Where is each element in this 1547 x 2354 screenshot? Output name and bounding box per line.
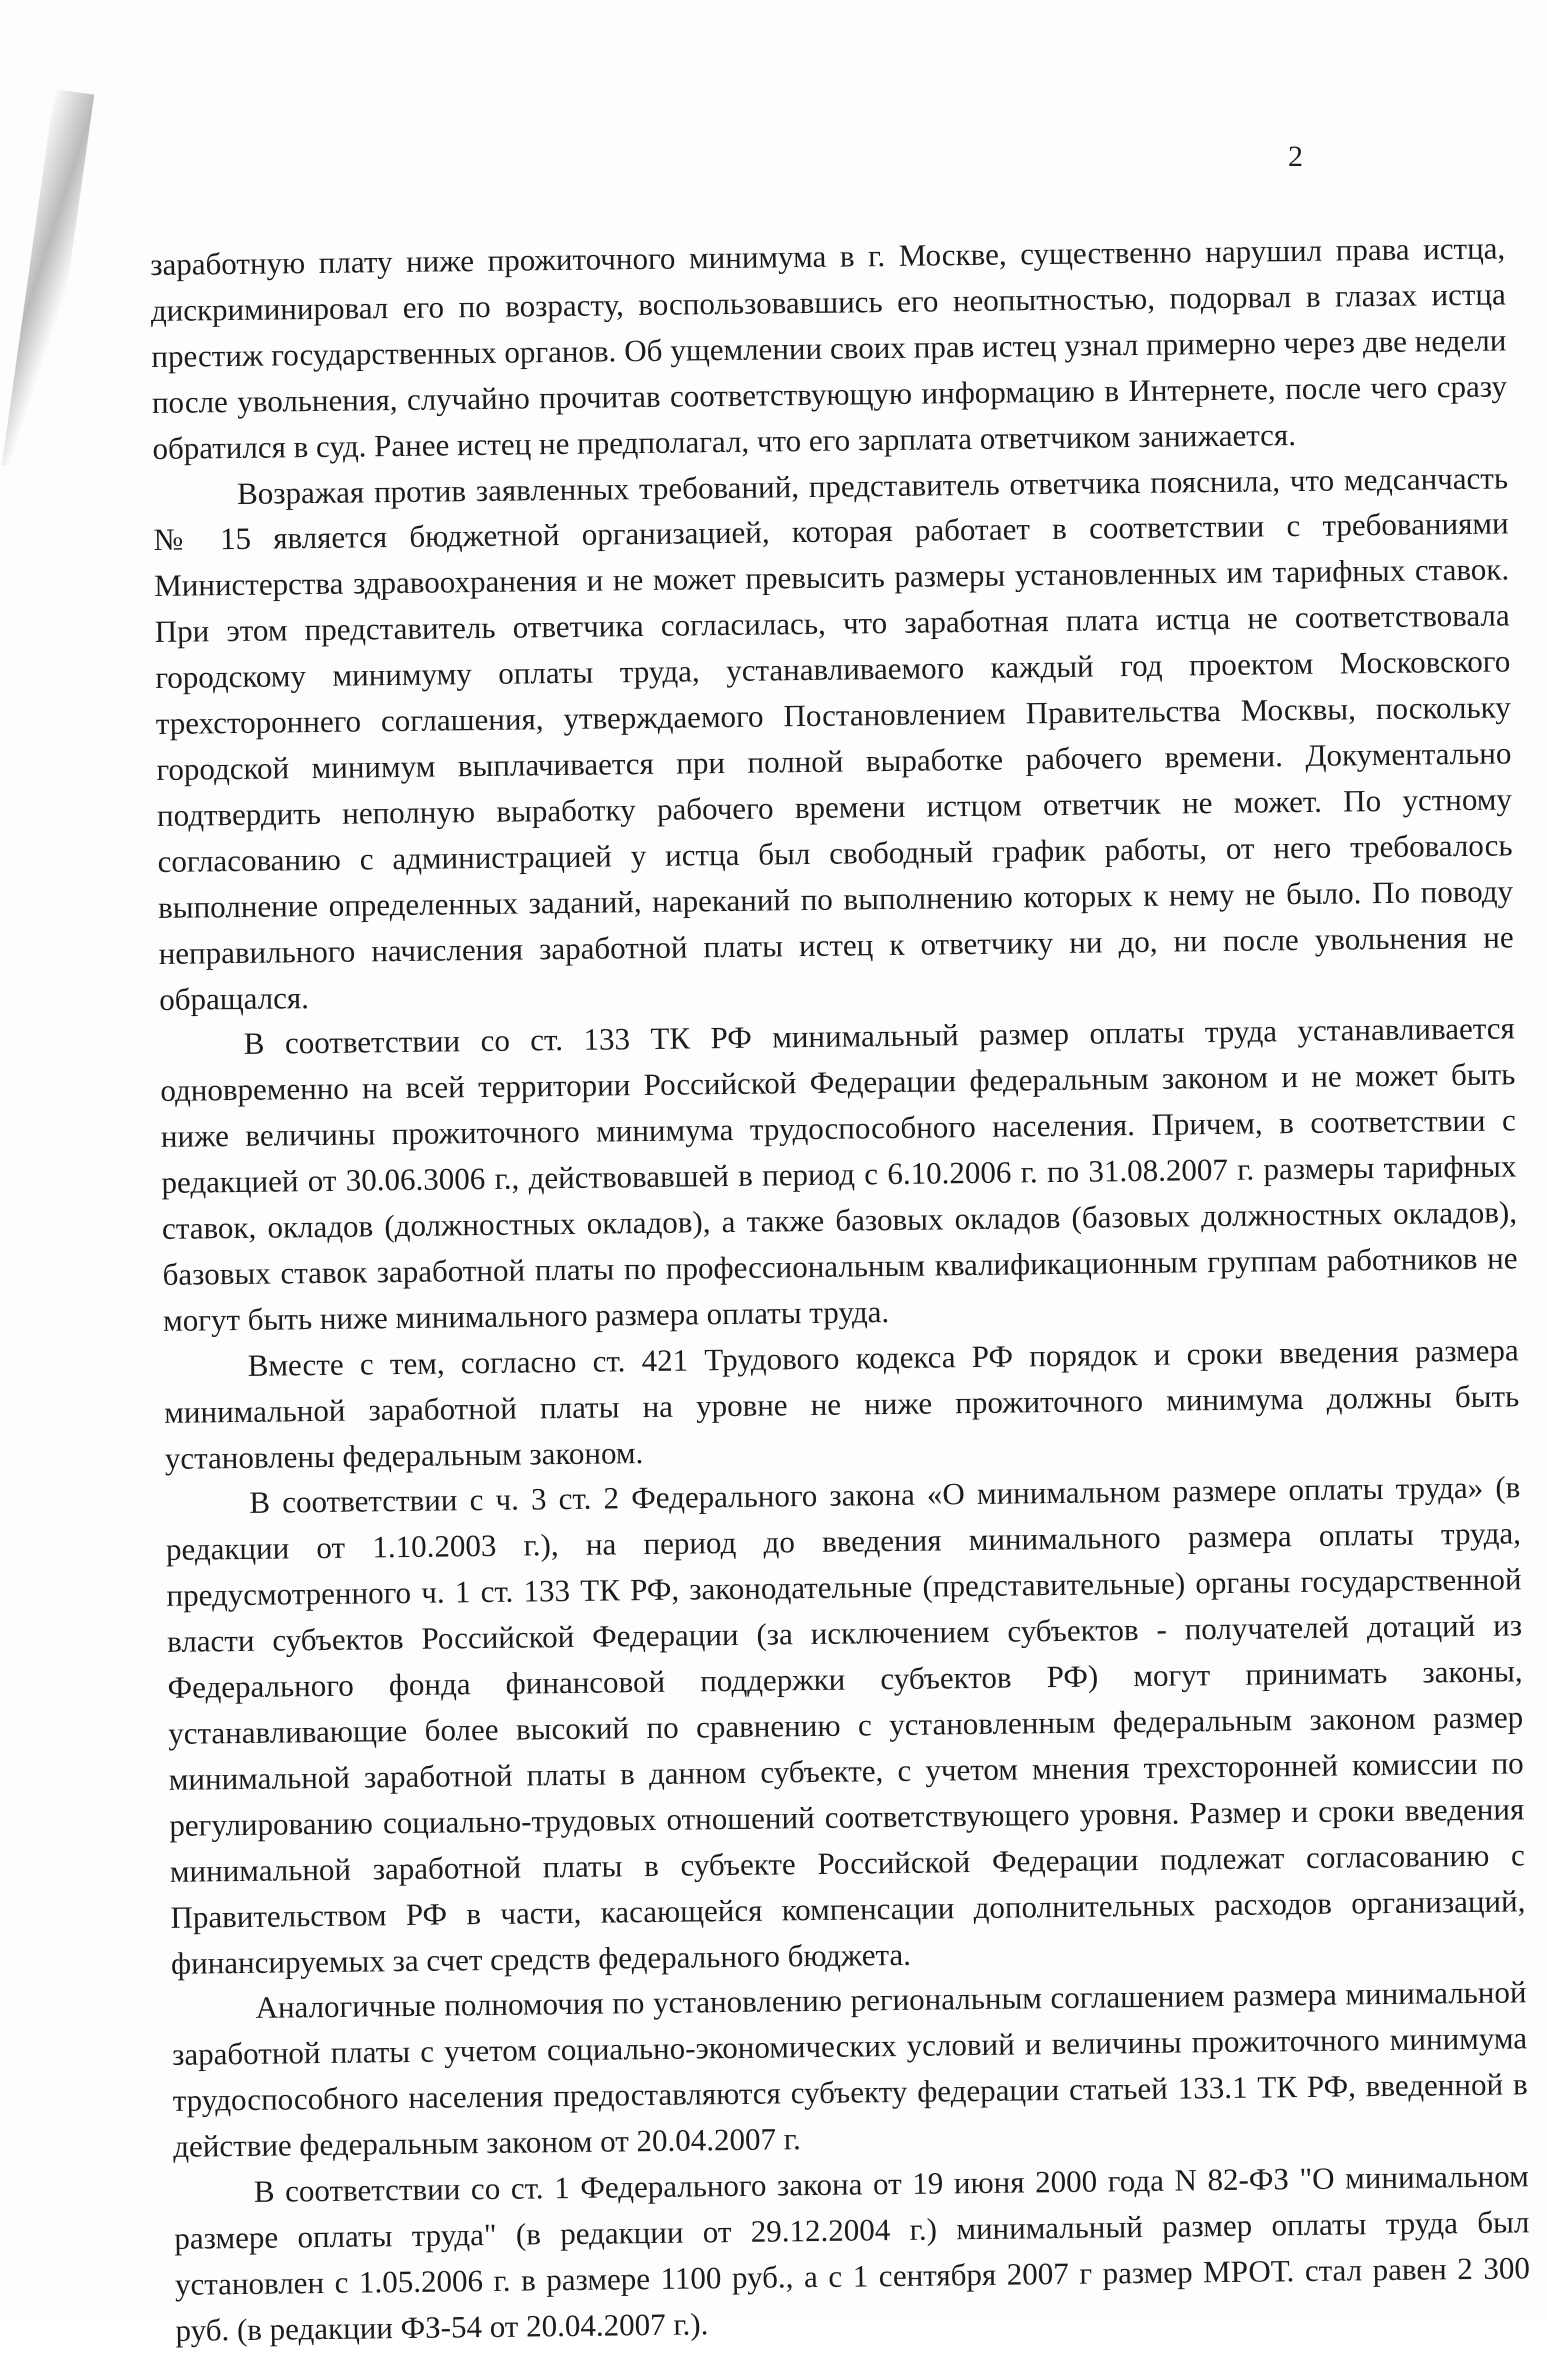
paragraph-2: Возражая против заявленных требований, представитель ответчика пояснила, что медсанчасть № 15 является бюджетной организацией, которая работает в соответствии с требованиями Министерства здравоохранения и не может превысить размеры установленных им тарифных ставок. При этом представитель ответчика согласилась, что заработная плата истца не соответствовала городскому минимуму оплаты труда, устанавливаемого каждый год проектом Московского трехстороннего соглашения, утверждаемого Постановлением Правительства Москвы, поскольку городской минимум выплачивается при полной выработке рабочего времени. Документально подтвердить неполную выработку рабочего времени истцом ответчик не может. По устному согласованию с администрацией у истца был свободный график работы, от него требовалось выполнение определенных заданий, нареканий по выполнению которых к нему не было. По поводу неправильного начисления заработной платы истец к ответчику ни до, ни после увольнения не обращался. (153, 459, 1514, 1017)
paragraph-7: В соответствии со ст. 1 Федерального закона от 19 июня 2000 года N 82-ФЗ "О минимальном размере оплаты труда" (в редакции от 29.12.2004 г.) минимальный размер оплаты труда был установлен с 1.05.2006 г. в размере 1100 руб., а с 1 сентября 2007 г размер МРОТ. стал равен 2 300 руб. (в редакции ФЗ-54 от 20.04.2007 г.). (174, 2158, 1531, 2348)
paragraph-6: Аналогичные полномочия по установлению региональным соглашением размера минимальной заработной платы с учетом социально-экономических условий и величины прожиточного минимума трудоспособного населения предоставляются субъекту федерации статьей 133.1 ТК РФ, введенной в действие федеральным законом от 20.04.2007 г. (171, 1974, 1528, 2165)
paragraph-5: В соответствии с ч. 3 ст. 2 Федерального закона «О минимальном размере оплаты труда» (в редакции от 1.10.2003 г.), на период до введения минимального размера оплаты труда, предусмотренного ч. 1 ст. 133 ТК РФ, законодательные (представительные) органы государственной власти субъектов Российской Федерации (за исключением субъектов - получателей дотаций из Федерального фонда финансовой поддержки субъектов РФ) могут принимать законы, устанавливающие более высокий по сравнению с установленным федеральным законом размер минимальной заработной платы в данном субъекте, с учетом мнения трехсторонней комиссии по регулированию социально-трудовых отношений соответствующего уровня. Размер и сроки введения минимальной заработной платы в субъекте Российской Федерации подлежат согласованию с Правительством РФ в части, касающейся компенсации дополнительных расходов организаций, финансируемых за счет средств федерального бюджета. (165, 1469, 1526, 1981)
paragraph-4: Вместе с тем, согласно ст. 421 Трудового кодекса РФ порядок и сроки введения размера минимальной заработной платы на уровне не ниже прожиточного минимума должны быть установлены федеральным законом. (164, 1332, 1520, 1476)
scan-shadow-edge (2, 89, 94, 471)
document-body (150, 225, 1531, 2353)
paragraph-3: В соответствии со ст. 133 ТК РФ минимальный размер оплаты труда устанавливается одновременно на всей территории Российской Федерации федеральным законом и не может быть ниже величины прожиточного минимума трудоспособного населения. Причем, в соответствии с редакцией от 30.06.3006 г., действовавшей в период с 6.10.2006 г. по 31.08.2007 г. размеры тарифных ставок, окладов (должностных окладов), а также базовых окладов (базовых должностных окладов), базовых ставок заработной платы по профессиональным квалификационным группам работников не могут быть ниже минимального размера оплаты труда. (160, 1010, 1518, 1338)
page-number: 2 (1288, 140, 1303, 173)
paragraph-1: заработную плату ниже прожиточного минимума в г. Москве, существенно нарушил права истца, дискриминировал его по возрасту, воспользовавшись его неопытностью, подорвал в глазах истца престиж государственных органов. Об ущемлении своих прав истец узнал примерно через две недели после увольнения, случайно прочитав соответствующую информацию в Интернете, после чего сразу обратился в суд. Ранее истец не предполагал, что его зарплата ответчиком занижается. (150, 230, 1508, 466)
